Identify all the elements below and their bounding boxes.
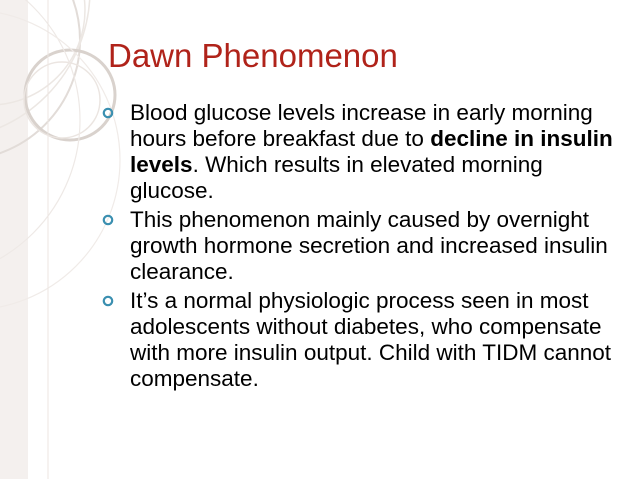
bullet-3-text: It’s a normal physiologic process seen in most adolescents without diabetes, who compensate with more insulin output. Child with TIDM cannot compensate.	[130, 288, 612, 391]
slide-title: Dawn Phenomenon	[108, 37, 398, 74]
circle-bullet-icon	[102, 214, 114, 226]
bullet-1-text-start: Blood glucose levels increase in early morning hours before breakfast due to	[130, 100, 593, 151]
bullet-2-text: This phenomenon mainly caused by overnight growth hormone secretion and increased insulin clearance.	[130, 207, 608, 284]
bullet-1-text-bold: decline in insulin levels	[130, 126, 613, 177]
circle-bullet-icon	[102, 107, 114, 119]
ring-small-inner	[24, 62, 100, 138]
bullet-list	[100, 100, 620, 395]
bullet-item-1	[100, 100, 620, 204]
bullet-item-3	[100, 288, 620, 392]
bullet-item-2	[100, 207, 620, 285]
bullet-1-text-end: . Which results in elevated morning glucose.	[130, 152, 543, 203]
circle-bullet-icon	[102, 295, 114, 307]
left-band	[0, 0, 28, 479]
